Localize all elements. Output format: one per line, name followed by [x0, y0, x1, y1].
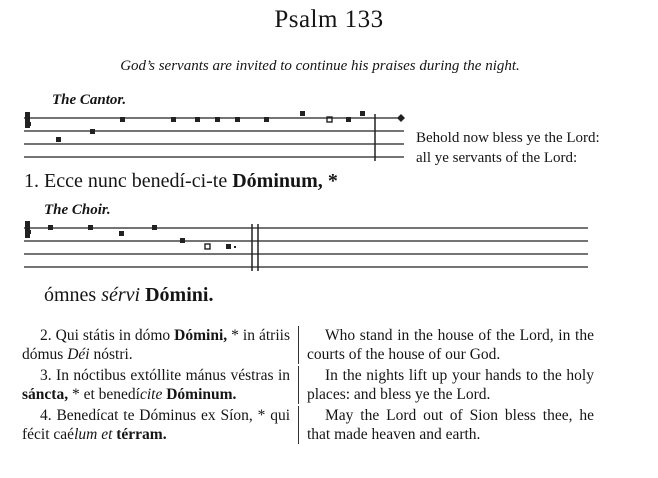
english-verse: May the Lord out of Sion bless thee, he that made heaven and earth.: [307, 407, 594, 443]
choir-lyric: [44, 284, 213, 307]
page-title: Psalm 133: [274, 6, 384, 33]
choir-staff: [20, 216, 592, 276]
lyric-text: ómnes: [44, 284, 97, 306]
lyric-text: Ecce nunc benedí-ci-te: [44, 170, 228, 192]
english-verse: Who stand in the house of the Lord, in the courts of the house of our God.: [307, 327, 594, 363]
cantor-label: The Cantor.: [52, 92, 127, 108]
verse-row: [22, 366, 594, 404]
latin-verse: 2. Qui státis in dómo Dómini, * in átriis dómus Déi nóstri.: [22, 326, 299, 364]
lyric-italic: sérvi: [101, 284, 141, 306]
latin-verse: 4. Benedícat te Dóminus ex Síon, * qui fécit caélum et térram.: [22, 406, 299, 444]
lyric-bold: Dóminum,: [232, 170, 323, 192]
cantor-english: Behold now bless ye the Lord: all ye servants of the Lord:: [416, 130, 600, 166]
psalm-subtitle: God’s servants are invited to continue his praises during the night.: [120, 58, 520, 74]
latin-verse: 3. In nóctibus extóllite mánus véstras in sáncta, * et benedícite Dóminum.: [22, 366, 299, 404]
verse-row: [22, 406, 594, 444]
verse-row: [22, 326, 594, 364]
choir-label: The Choir.: [44, 202, 111, 218]
verse-number: 1.: [24, 170, 39, 192]
lyric-bold: Dómini.: [145, 284, 214, 306]
asterisk: *: [327, 170, 338, 192]
cantor-staff: [20, 108, 410, 166]
verse-table: [22, 326, 594, 446]
cantor-lyric: [24, 170, 338, 193]
english-verse: In the nights lift up your hands to the holy places: and bless ye the Lord.: [307, 367, 594, 403]
